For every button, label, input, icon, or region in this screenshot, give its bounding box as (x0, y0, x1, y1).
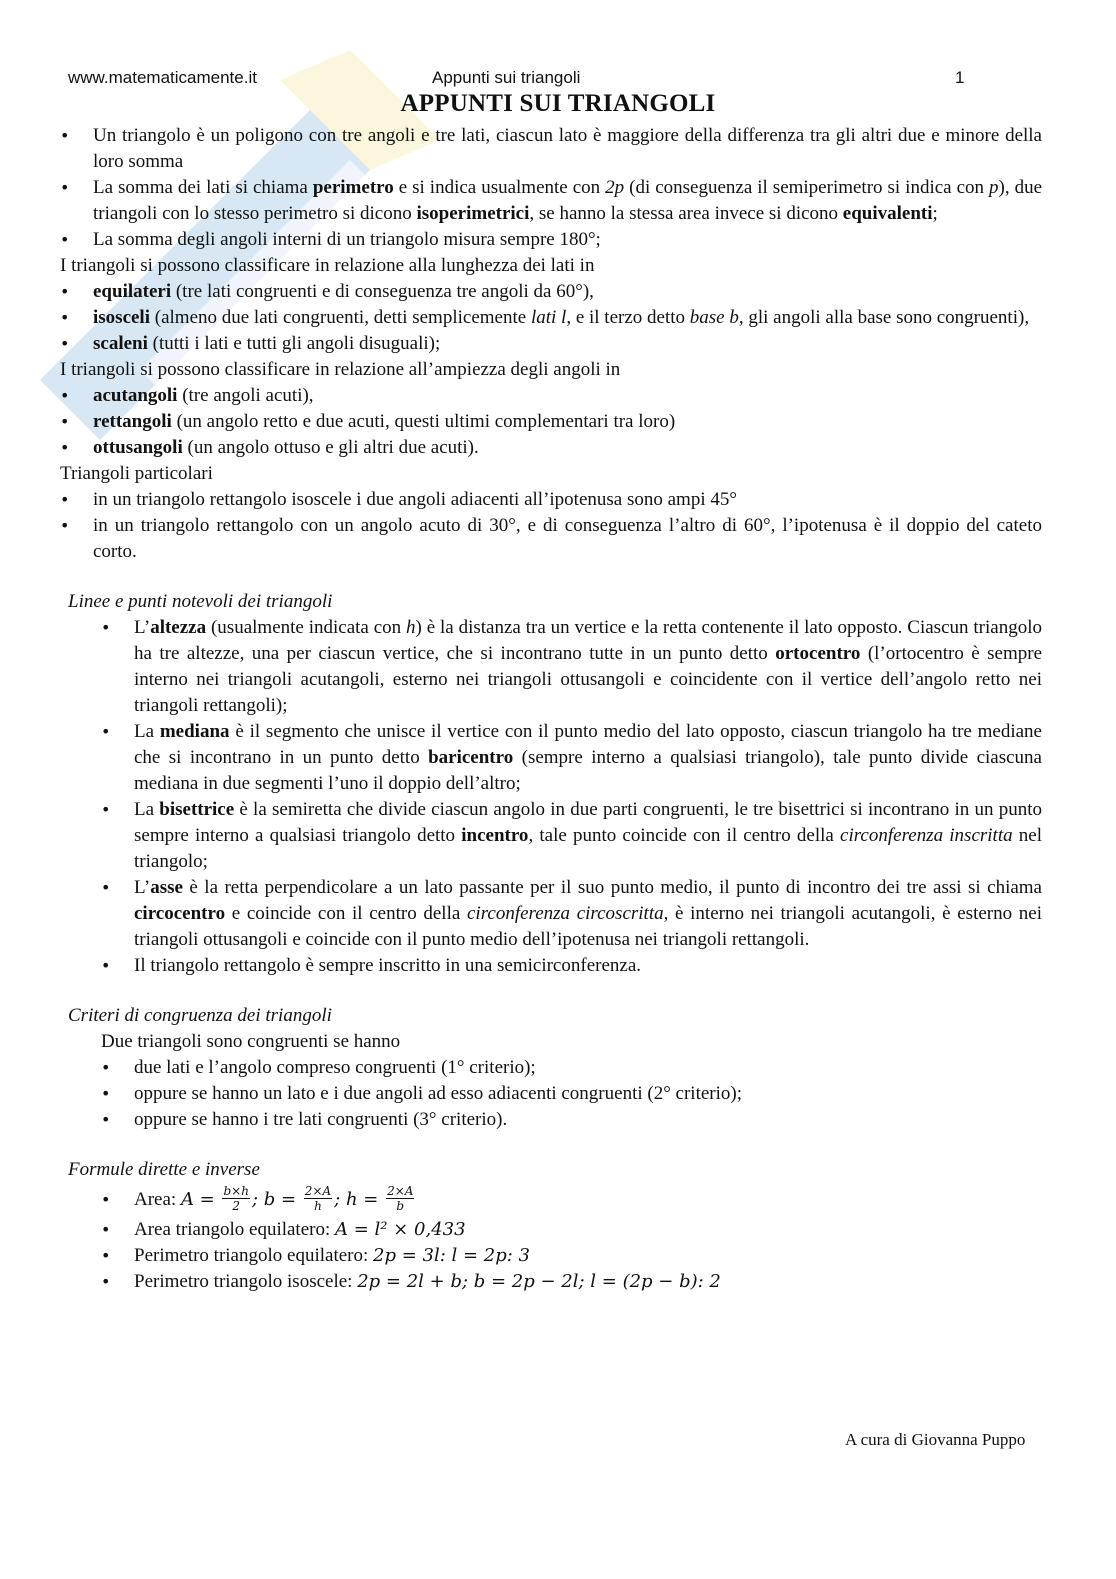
list-item: • scaleni (tutti i lati e tutti gli angoli disuguali); (60, 331, 1042, 357)
particular-list (60, 487, 1042, 565)
criteria-list (60, 1055, 1042, 1133)
list-item: • in un triangolo rettangolo con un angolo acuto di 30°, e di conseguenza l’altro di 60°, l’ipotenusa è il doppio del cateto corto. (60, 513, 1042, 565)
list-item: • isosceli (almeno due lati congruenti, detti semplicemente lati l, e il terzo detto base b, gli angoli alla base sono congruenti), (60, 305, 1042, 331)
criteria-intro: Due triangoli sono congruenti se hanno (101, 1031, 401, 1052)
list-item: • oppure se hanno un lato e i due angoli ad esso adiacenti congruenti (2° criterio); (101, 1081, 1042, 1107)
lines-list (60, 615, 1042, 979)
list-item: • acutangoli (tre angoli acuti), (60, 383, 1042, 409)
fraction: $\frac{b\times h}{2}$ (223, 1184, 249, 1214)
fraction: $\frac{2\times A}{h}$ (304, 1184, 332, 1214)
list-item: • due lati e l’angolo compreso congruenti (1° criterio); (101, 1055, 1042, 1081)
list-item: • Perimetro triangolo isoscele: 2p = 2l + b; b = 2p − 2l; l = (2p − b): 2 (101, 1269, 1042, 1295)
list-item: • ottusangoli (un angolo ottuso e gli altri due acuti). (60, 435, 1042, 461)
list-item: • equilateri (tre lati congruenti e di conseguenza tre angoli da 60°), (60, 279, 1042, 305)
section-heading-lines: Linee e punti notevoli dei triangoli (68, 591, 333, 612)
angles-list (60, 383, 1042, 461)
angles-intro: I triangoli si possono classificare in relazione all’ampiezza degli angoli in (60, 359, 621, 380)
list-item: • L’altezza (usualmente indicata con h) è la distanza tra un vertice e la retta contenente il lato opposto. Ciascun triangolo ha tre altezze, una per ciascun vertice, che si incontrano tutte in un punto detto ortocentro (l’ortocentro è sempre interno nei triangoli acutangoli, esterno nei triangoli ottusangoli e coincidente con il vertice dell’angolo retto nei triangoli rettangoli); (101, 615, 1042, 719)
list-item: • La somma degli angoli interni di un triangolo misura sempre 180°; (60, 227, 1042, 253)
list-item: • La mediana è il segmento che unisce il vertice con il punto medio del lato opposto, ciascun triangolo ha tre mediane che si incontrano in un punto detto baricentro (sempre interno a qualsiasi triangolo), tale punto divide ciascuna mediana in due segmenti l’uno il doppio dell’altro; (101, 719, 1042, 797)
sides-intro: I triangoli si possono classificare in relazione alla lunghezza dei lati in (60, 255, 595, 276)
list-item: • Area: A = $\frac{b\times h}{2}$ ; b = $\frac{2\times A}{h}$ ; h = $\frac{2\times A}{b}$ (101, 1183, 1042, 1217)
header-site: www.matematicamente.it (68, 68, 257, 87)
list-item: • oppure se hanno i tre lati congruenti (3° criterio). (101, 1107, 1042, 1133)
document-body (60, 123, 1042, 1295)
formulas-list (60, 1183, 1042, 1295)
sides-list (60, 279, 1042, 357)
header-doc-title: Appunti sui triangoli (432, 68, 581, 87)
list-item: • Area triangolo equilatero: A = l² × 0,433 (101, 1217, 1042, 1243)
particular-intro: Triangoli particolari (60, 463, 213, 484)
section-heading-formulas: Formule dirette e inverse (68, 1159, 260, 1180)
intro-list (60, 123, 1042, 253)
list-item: • Un triangolo è un poligono con tre angoli e tre lati, ciascun lato è maggiore della differenza tra gli altri due e minore della loro somma (60, 123, 1042, 175)
list-item: • in un triangolo rettangolo isoscele i due angoli adiacenti all’ipotenusa sono ampi 45° (60, 487, 1042, 513)
page-title: APPUNTI SUI TRIANGOLI (400, 90, 716, 117)
footer-author: A cura di Giovanna Puppo (845, 1430, 1026, 1449)
header-page-number: 1 (955, 68, 965, 87)
list-item: • La somma dei lati si chiama perimetro e si indica usualmente con 2p (di conseguenza il semiperimetro si indica con p), due triangoli con lo stesso perimetro si dicono isoperimetrici, se hanno la stessa area invece si dicono equivalenti; (60, 175, 1042, 227)
list-item: • rettangoli (un angolo retto e due acuti, questi ultimi complementari tra loro) (60, 409, 1042, 435)
fraction: $\frac{2\times A}{b}$ (387, 1184, 414, 1214)
list-item: • Perimetro triangolo equilatero: 2p = 3l: l = 2p: 3 (101, 1243, 1042, 1269)
section-heading-criteria: Criteri di congruenza dei triangoli (68, 1005, 332, 1026)
list-item: • L’asse è la retta perpendicolare a un lato passante per il suo punto medio, il punto di incontro dei tre assi si chiama circocentro e coincide con il centro della circonferenza circoscritta, è interno nei triangoli acutangoli, è esterno nei triangoli ottusangoli e coincide con il punto medio dell’ipotenusa nei triangoli rettangoli. (101, 875, 1042, 953)
list-item: • La bisettrice è la semiretta che divide ciascun angolo in due parti congruenti, le tre bisettrici si incontrano in un punto sempre interno a qualsiasi triangolo detto incentro, tale punto coincide con il centro della circonferenza inscritta nel triangolo; (101, 797, 1042, 875)
list-item: • Il triangolo rettangolo è sempre inscritto in una semicirconferenza. (101, 953, 1042, 979)
